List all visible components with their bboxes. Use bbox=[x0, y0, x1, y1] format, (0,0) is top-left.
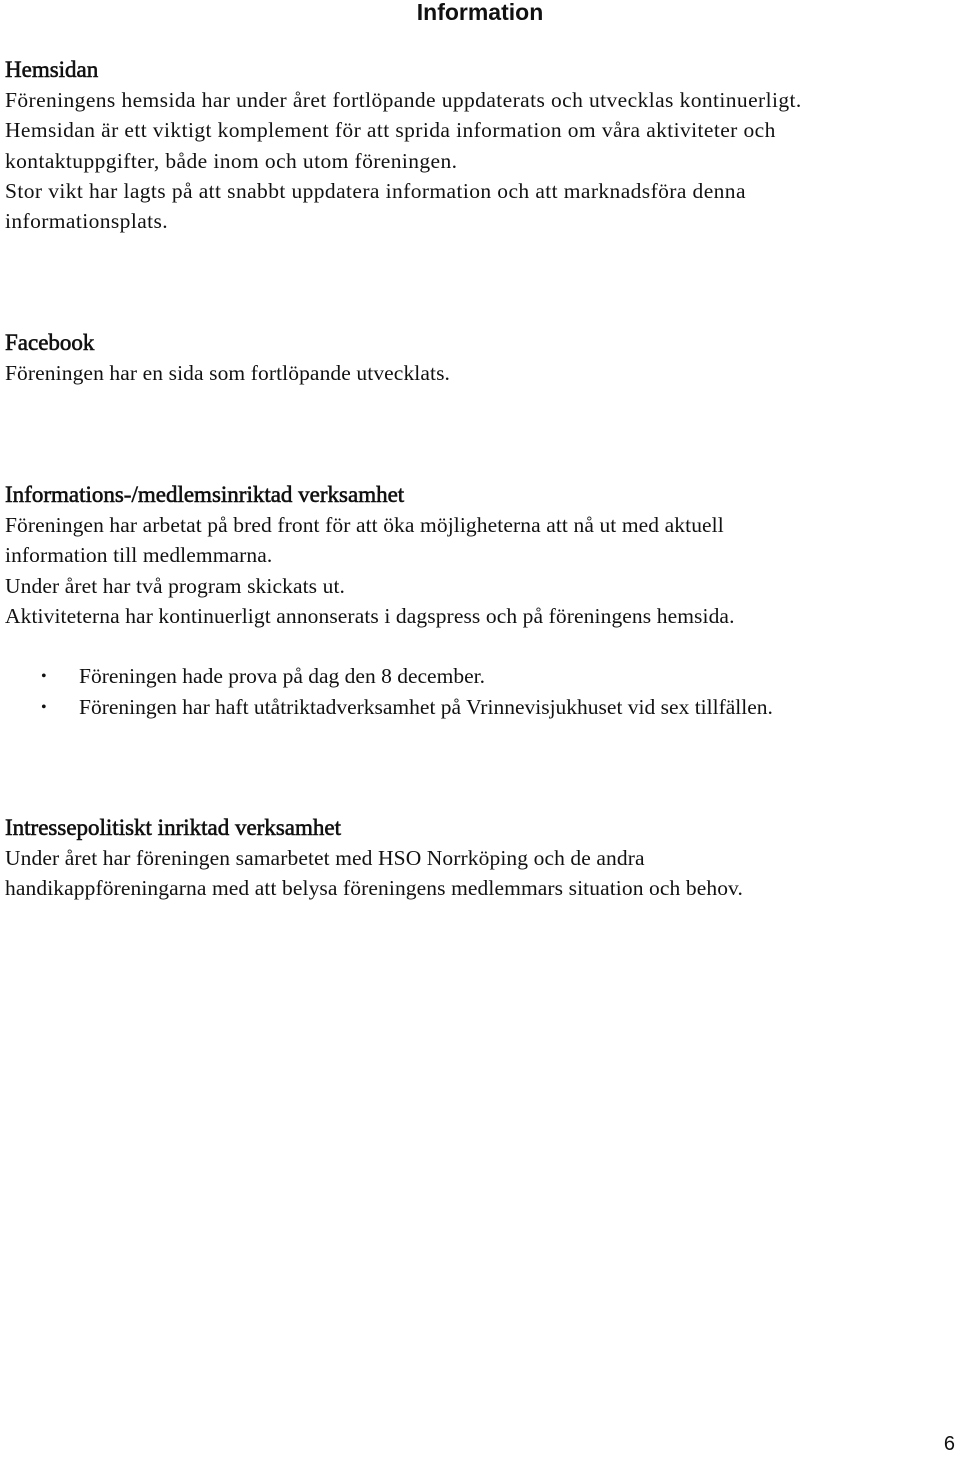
paragraph-line: Hemsidan är ett viktigt komplement för att sprida information om våra aktiviteter och bbox=[5, 118, 776, 143]
paragraph-line: handikappföreningarna med att belysa föreningens medlemmars situation och behov. bbox=[5, 876, 743, 901]
section-heading-facebook: Facebook bbox=[5, 330, 95, 355]
bullet-icon: • bbox=[41, 699, 47, 717]
paragraph-line: Aktiviteterna har kontinuerligt annonserats i dagspress och på föreningens hemsida. bbox=[5, 603, 735, 628]
section-heading-intressepolitiskt: Intressepolitiskt inriktad verksamhet bbox=[5, 815, 341, 840]
list-item bbox=[5, 661, 955, 692]
paragraph-line: Stor vikt har lagts på att snabbt uppdatera information och att marknadsföra denna bbox=[5, 178, 746, 203]
section-hemsidan bbox=[5, 55, 955, 236]
section-heading-informations: Informations-/medlemsinriktad verksamhet bbox=[5, 482, 405, 507]
page-number: 6 bbox=[943, 1433, 955, 1455]
paragraph-line: Under året har två program skickats ut. bbox=[5, 573, 346, 598]
list-item-text: Föreningen hade prova på dag den 8 december. bbox=[79, 664, 485, 689]
paragraph-line: Föreningen har en sida som fortlöpande utvecklats. bbox=[5, 361, 451, 385]
list-item bbox=[5, 692, 955, 723]
section-informations bbox=[5, 480, 955, 723]
section-facebook bbox=[5, 328, 955, 388]
section-intressepolitiskt bbox=[5, 813, 955, 904]
bullet-list bbox=[5, 661, 955, 723]
bullet-icon: • bbox=[41, 668, 47, 686]
paragraph-line: information till medlemmarna. bbox=[5, 543, 273, 568]
paragraph-line: Under året har föreningen samarbetet med HSO Norrköping och de andra bbox=[5, 846, 645, 870]
paragraph-line: Föreningens hemsida har under året fortlöpande uppdaterats och utvecklas kontinuerligt. bbox=[5, 88, 802, 112]
list-item-text: Föreningen har haft utåtriktadverksamhet på Vrinnevisjukhuset vid sex tillfällen. bbox=[79, 695, 773, 720]
paragraph-line: kontaktuppgifter, både inom och utom föreningen. bbox=[5, 148, 458, 173]
section-heading-hemsidan: Hemsidan bbox=[5, 57, 99, 82]
paragraph-line: Föreningen har arbetat på bred front för att öka möjligheterna att nå ut med aktuell bbox=[5, 513, 724, 537]
paragraph-line: informationsplats. bbox=[5, 209, 169, 234]
page-title: Information bbox=[416, 0, 544, 25]
